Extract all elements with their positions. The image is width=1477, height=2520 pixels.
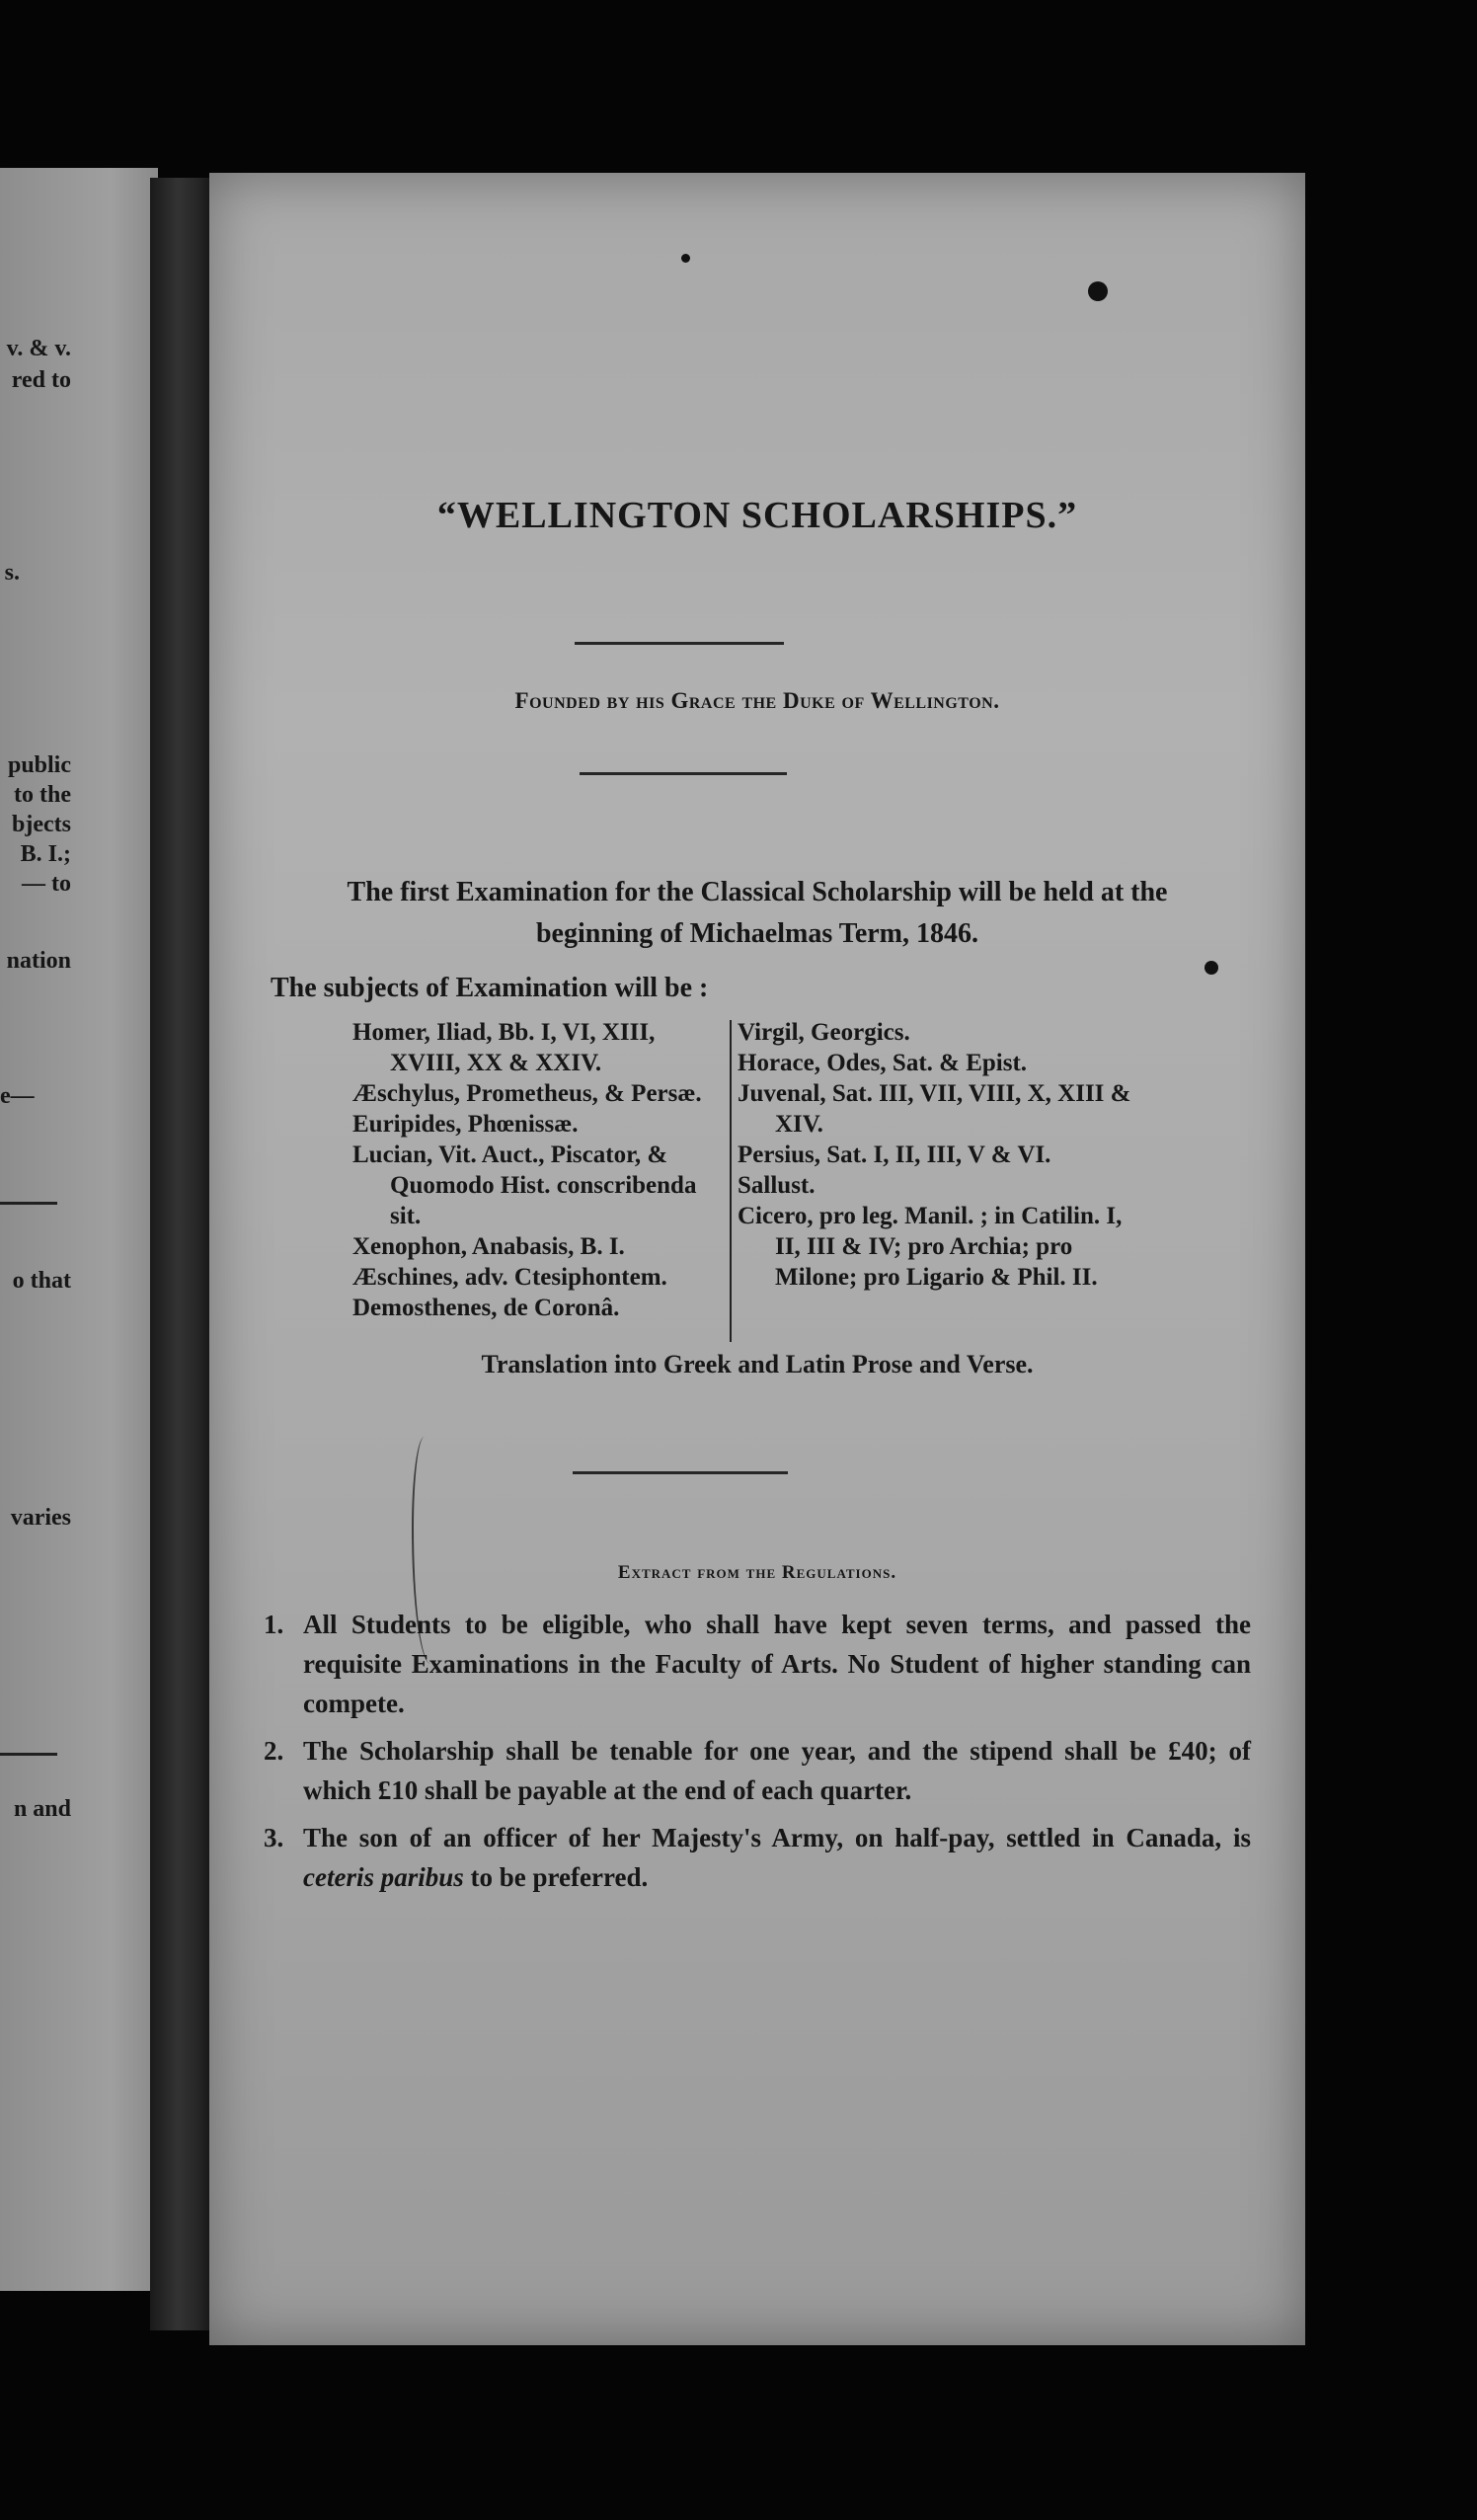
subject-entry: Lucian, Vit. Auct., Piscator, & Quomodo Hist. conscribenda sit. [352,1142,697,1229]
subject-entry: Homer, Iliad, Bb. I, VI, XIII, XVIII, XX & XXIV. [352,1019,656,1076]
regulation-text: All Students to be eligible, who shall have kept seven terms, and passed the requisite Examinations in the Faculty of Arts. No Student of higher standing can compete. [303,1610,1251,1718]
prev-fragment: v. & v. [6,336,71,361]
regulation-text-part: The son of an officer of her Majesty's Army, on half-pay, settled in Canada, is [303,1823,1251,1852]
page-title: “WELLINGTON SCHOLARSHIPS.” [436,495,1078,536]
prev-rule [0,1753,57,1756]
prev-fragment: o that [12,1268,71,1294]
prev-rule [0,1202,57,1205]
notice-line: beginning of Michaelmas Term, 1846. [535,918,978,949]
prev-fragment: n and [13,1796,71,1822]
divider [575,642,784,645]
divider [580,772,787,775]
ink-spot [681,254,690,263]
ink-spot [1088,281,1108,301]
regulation-italic-phrase: ceteris paribus [303,1862,464,1892]
regulation-number: 1. [264,1610,284,1639]
divider [573,1471,788,1474]
subject-entry: Persius, Sat. I, II, III, V & VI. [738,1142,1051,1168]
prev-fragment: — to [22,871,71,897]
document-page [209,173,1305,2345]
subject-entry: Horace, Odes, Sat. & Epist. [738,1050,1028,1076]
subject-entry: Æschines, adv. Ctesiphontem. [352,1264,667,1291]
prev-fragment: to the [14,782,71,808]
prev-fragment: s. [4,560,20,586]
regulation-number: 2. [264,1736,284,1766]
prev-fragment: e— [0,1083,35,1109]
prev-fragment: public [7,752,71,778]
prev-fragment: bjects [12,812,71,837]
greek-subjects-column [352,1017,728,1323]
subjects-intro: The subjects of Examination will be : [271,973,709,1003]
subject-entry: Æschylus, Prometheus, & Persæ. [352,1080,702,1107]
ink-spot [1205,961,1218,975]
previous-page [0,168,158,2291]
regulation-number: 3. [264,1823,284,1852]
regulation-text-part: to be preferred. [463,1862,649,1892]
subject-entry: Demosthenes, de Coronâ. [352,1295,620,1321]
regulation-item [264,1731,1251,1810]
regulation-text: The Scholarship shall be tenable for one year, and the stipend shall be £40; of which £10 shall be payable at the end of each quarter. [303,1736,1251,1805]
translation-line: Translation into Greek and Latin Prose and Verse. [481,1350,1034,1378]
regulations-list [264,1605,1251,1905]
founded-line: Founded by his Grace the Duke of Wellington. [514,688,1000,713]
subject-entry: Virgil, Georgics. [738,1019,910,1046]
column-divider [730,1020,732,1342]
prev-fragment: nation [6,948,71,974]
subject-entry: Juvenal, Sat. III, VII, VIII, X, XIII & XIV. [738,1080,1131,1138]
subject-entry: Euripides, Phœnissæ. [352,1111,579,1138]
regulation-item [264,1605,1251,1723]
examination-notice [269,872,1246,955]
notice-line: The first Examination for the Classical Scholarship will be held at the [347,877,1168,907]
prev-fragment: varies [10,1505,71,1531]
prev-fragment: B. I.; [20,841,71,867]
regulation-item [264,1818,1251,1897]
latin-subjects-column [738,1017,1132,1293]
regulation-text [303,1818,1251,1897]
subject-entry: Cicero, pro leg. Manil. ; in Catilin. I, II, III & IV; pro Archia; pro Milone; pro Ligario & Phil. II. [738,1203,1123,1291]
prev-fragment: red to [11,367,71,393]
subject-entry: Sallust. [738,1172,816,1199]
extract-title: Extract from the Regulations. [617,1562,897,1583]
subject-entry: Xenophon, Anabasis, B. I. [352,1233,625,1260]
